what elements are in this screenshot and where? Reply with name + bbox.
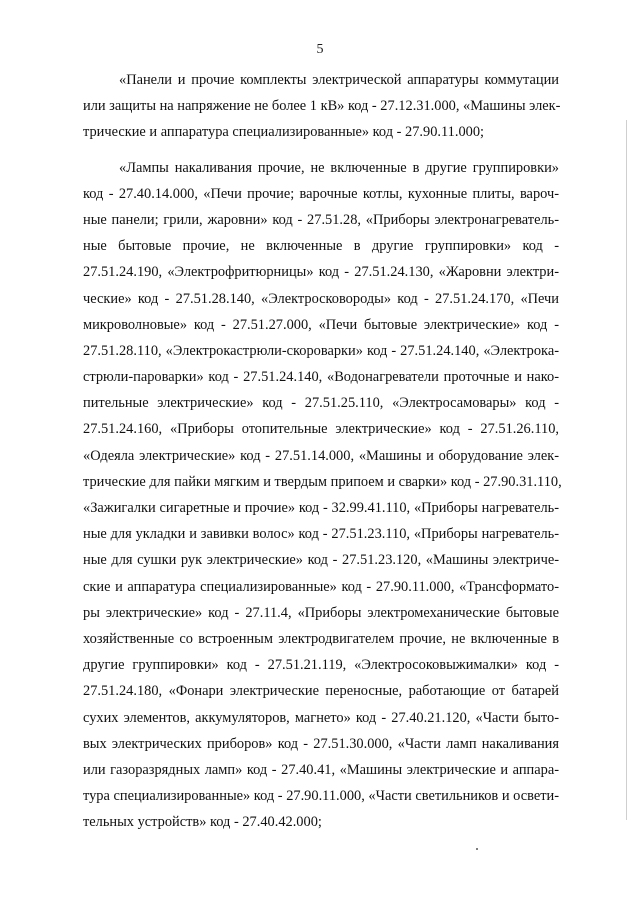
document-body <box>83 67 562 835</box>
paragraph-2-line-5: 27.51.24.190, «Электрофритюрницы» код - 27.51.24.130, «Жаровни электри- <box>83 264 559 281</box>
paragraph-2-line-17: ские и аппаратура специализированные» код - 27.90.11.000, «Трансформато- <box>83 578 559 595</box>
paragraph-2-line-8: 27.51.28.110, «Электрокастрюли-скороварки» код - 27.51.24.140, «Электрока- <box>83 342 559 359</box>
paragraph-2-line-6: ческие» код - 27.51.28.140, «Электросковороды» код - 27.51.24.170, «Печи <box>83 290 559 307</box>
paragraph-2-line-3: ные панели; грили, жаровни» код - 27.51.28, «Приборы электронагреватель- <box>83 211 559 228</box>
paragraph-2-line-13: трические для пайки мягким и твердым припоем и сварки» код - 27.90.31.110, <box>83 473 562 490</box>
paragraph-2-line-11: 27.51.24.160, «Приборы отопительные электрические» код - 27.51.26.110, <box>83 421 559 438</box>
paragraph-2-line-22: сухих элементов, аккумуляторов, магнето» код - 27.40.21.120, «Части быто- <box>83 709 559 726</box>
page-number: 5 <box>316 42 324 57</box>
scan-edge-line <box>626 120 627 820</box>
paragraph-gap <box>83 146 559 155</box>
paragraph-2-line-4: ные бытовые прочие, не включенные в другие группировки» код - <box>83 238 559 255</box>
paragraph-1-line-3: трические и аппаратура специализированные» код - 27.90.11.000; <box>83 124 485 141</box>
paragraph-2-line-21: 27.51.24.180, «Фонари электрические переносные, работающие от батарей <box>83 683 559 700</box>
paragraph-2-line-9: стрюли-пароварки» код - 27.51.24.140, «Водонагреватели проточные и нако- <box>83 369 559 386</box>
paragraph-2-line-2: код - 27.40.14.000, «Печи прочие; варочные котлы, кухонные плиты, вароч- <box>83 185 559 202</box>
paragraph-2-line-26: тельных устройств» код - 27.40.42.000; <box>83 814 322 831</box>
paragraph-2-line-10: пительные электрические» код - 27.51.25.110, «Электросамовары» код - <box>83 395 559 412</box>
paragraph-2-line-15: ные для укладки и завивки волос» код - 27.51.23.110, «Приборы нагреватель- <box>83 526 559 543</box>
paragraph-2-line-18: ры электрические» код - 27.11.4, «Приборы электромеханические бытовые <box>83 604 559 621</box>
paragraph-2-line-25: тура специализированные» код - 27.90.11.000, «Части светильников и освети- <box>83 788 559 805</box>
scan-speck <box>476 848 478 850</box>
paragraph-2-line-12: «Одеяла электрические» код - 27.51.14.000, «Машины и оборудование элек- <box>83 447 559 464</box>
paragraph-2-line-14: «Зажигалки сигаретные и прочие» код - 32.99.41.110, «Приборы нагреватель- <box>83 500 559 516</box>
paragraph-2-line-23: вых электрических приборов» код - 27.51.30.000, «Части ламп накаливания <box>83 735 559 752</box>
paragraph-2-line-24: или газоразрядных ламп» код - 27.40.41, «Машины электрические и аппара- <box>83 761 559 778</box>
paragraph-2-line-20: другие группировки» код - 27.51.21.119, «Электросоковыжималки» код - <box>83 657 559 674</box>
paragraph-2-line-19: хозяйственные со встроенным электродвигателем прочие, не включенные в <box>83 630 559 647</box>
paragraph-2-line-7: микроволновые» код - 27.51.27.000, «Печи бытовые электрические» код - <box>83 316 559 333</box>
paragraph-2-line-16: ные для сушки рук электрические» код - 27.51.23.120, «Машины электриче- <box>83 552 559 569</box>
paragraph-1-line-2: или защиты на напряжение не более 1 кВ» код - 27.12.31.000, «Машины элек- <box>83 98 561 115</box>
paragraph-2-line-1: «Лампы накаливания прочие, не включенные в другие группировки» <box>119 159 559 176</box>
paragraph-1-line-1: «Панели и прочие комплекты электрической аппаратуры коммутации <box>119 72 559 88</box>
